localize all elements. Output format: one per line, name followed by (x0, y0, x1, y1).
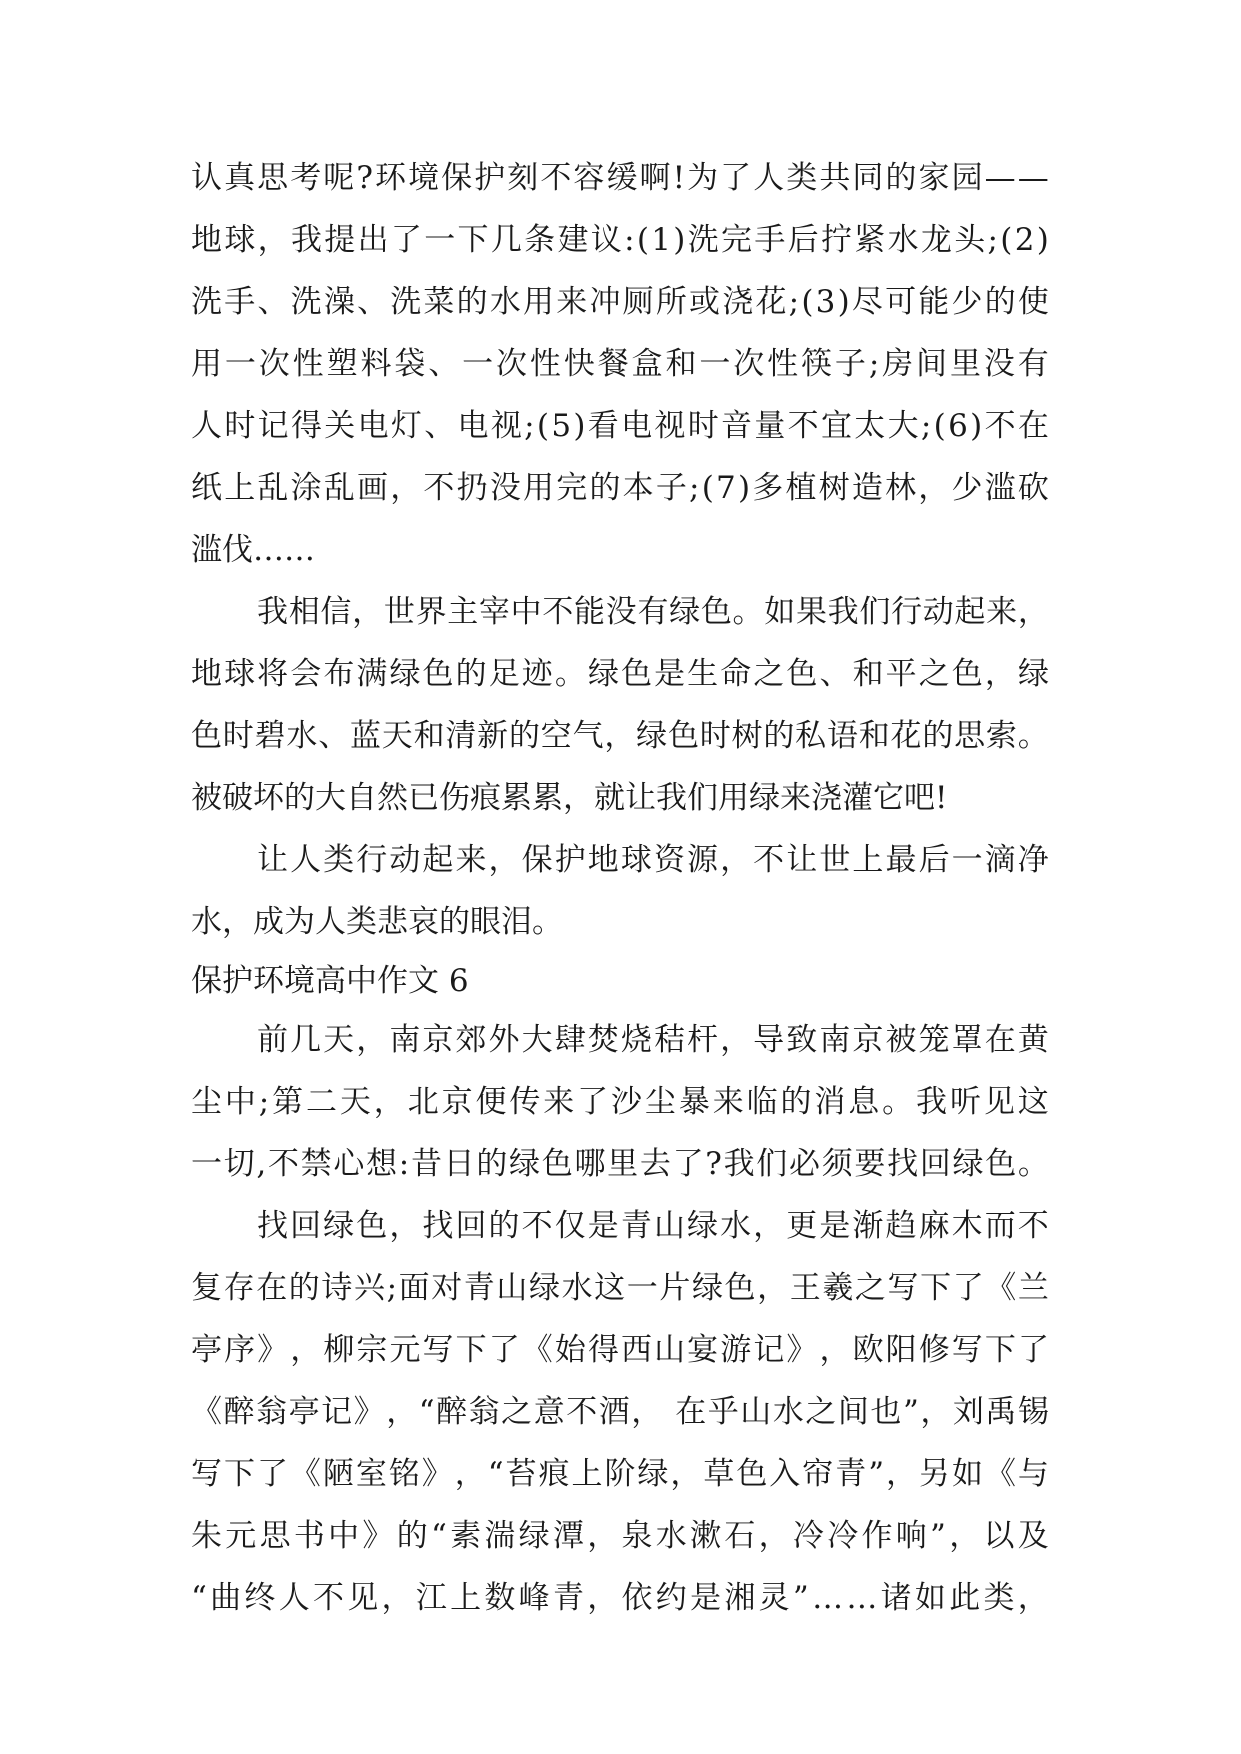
text-line: 前 几 天 ， 南 京 郊 外 大 肆 焚 烧 秸 杆 ， 导 致 南 京 被 笼 罩 在 黄 (257, 1022, 1049, 1058)
text-line: “ 曲 终 人 不 见 ， 江 上 数 峰 青 ， 依 约 是 湘 灵 ” … … 诸 如 此 类 ， (191, 1580, 1049, 1616)
text-line: 找 回 绿 色 ， 找 回 的 不 仅 是 青 山 绿 水 ， 更 是 渐 趋 麻 木 而 不 (257, 1208, 1049, 1244)
text-line: 一 切 , 不 禁 心 想 : 昔 日 的 绿 色 哪 里 去 了 ? 我 们 必 须 要 找 回 绿 色 。 (191, 1146, 1049, 1182)
text-line: 人 时 记 得 关 电 灯 、 电 视 ; ( 5 ) 看 电 视 时 音 量 不 宜 太 大 ; ( 6 ) 不 在 (191, 408, 1049, 444)
text-line: 《 醉 翁 亭 记 》 ， “ 醉 翁 之 意 不 酒 ， 在 乎 山 水 之 间 也 ” ， 刘 禹 锡 (191, 1394, 1049, 1430)
text-line: 尘 中 ; 第 二 天 ， 北 京 便 传 来 了 沙 尘 暴 来 临 的 消 息 。 我 听 见 这 (191, 1084, 1049, 1120)
text-line: 纸 上 乱 涂 乱 画 ， 不 扔 没 用 完 的 本 子 ; ( 7 ) 多 植 树 造 林 ， 少 滥 砍 (191, 470, 1049, 506)
text-line: 我 相 信 ， 世 界 主 宰 中 不 能 没 有 绿 色 。 如 果 我 们 行 动 起 来 ， (257, 594, 1049, 630)
section-heading: 保护环境高中作文 6 (191, 963, 469, 999)
text-line: 被破坏的大自然已伤痕累累，就让我们用绿来浇灌它吧! (191, 780, 948, 816)
text-line: 写 下 了 《 陋 室 铭 》 ， “ 苔 痕 上 阶 绿 ， 草 色 入 帘 青 ” ， 另 如 《 与 (191, 1456, 1049, 1492)
text-line: 让 人 类 行 动 起 来 ， 保 护 地 球 资 源 ， 不 让 世 上 最 后 一 滴 净 (257, 842, 1049, 878)
text-line: 色 时 碧 水 、 蓝 天 和 清 新 的 空 气 ， 绿 色 时 树 的 私 语 和 花 的 思 索 。 (191, 718, 1049, 754)
text-line: 亭 序 》 ， 柳 宗 元 写 下 了 《 始 得 西 山 宴 游 记 》 ， 欧 阳 修 写 下 了 (191, 1332, 1049, 1368)
document-body (191, 147, 1049, 1629)
text-line: 朱 元 思 书 中 》 的 “ 素 湍 绿 潭 ， 泉 水 漱 石 ， 冷 冷 作 响 ” ， 以 及 (191, 1518, 1049, 1554)
text-line: 地 球 ， 我 提 出 了 一 下 几 条 建 议 : ( 1 ) 洗 完 手 后 拧 紧 水 龙 头 ; ( 2 ) (191, 222, 1049, 258)
text-line: 复 存 在 的 诗 兴 ; 面 对 青 山 绿 水 这 一 片 绿 色 ， 王 羲 之 写 下 了 《 兰 (191, 1270, 1049, 1306)
text-line: 用 一 次 性 塑 料 袋 、 一 次 性 快 餐 盒 和 一 次 性 筷 子 ; 房 间 里 没 有 (191, 346, 1049, 382)
text-line: 洗 手 、 洗 澡 、 洗 菜 的 水 用 来 冲 厕 所 或 浇 花 ; ( 3 ) 尽 可 能 少 的 使 (191, 284, 1049, 320)
text-line: 水，成为人类悲哀的眼泪。 (191, 904, 563, 940)
text-line: 地 球 将 会 布 满 绿 色 的 足 迹 。 绿 色 是 生 命 之 色 、 和 平 之 色 ， 绿 (191, 656, 1049, 692)
text-line: 认 真 思 考 呢 ? 环 境 保 护 刻 不 容 缓 啊 ! 为 了 人 类 共 同 的 家 园 — — (191, 160, 1049, 196)
text-line: 滥伐…… (191, 532, 315, 568)
